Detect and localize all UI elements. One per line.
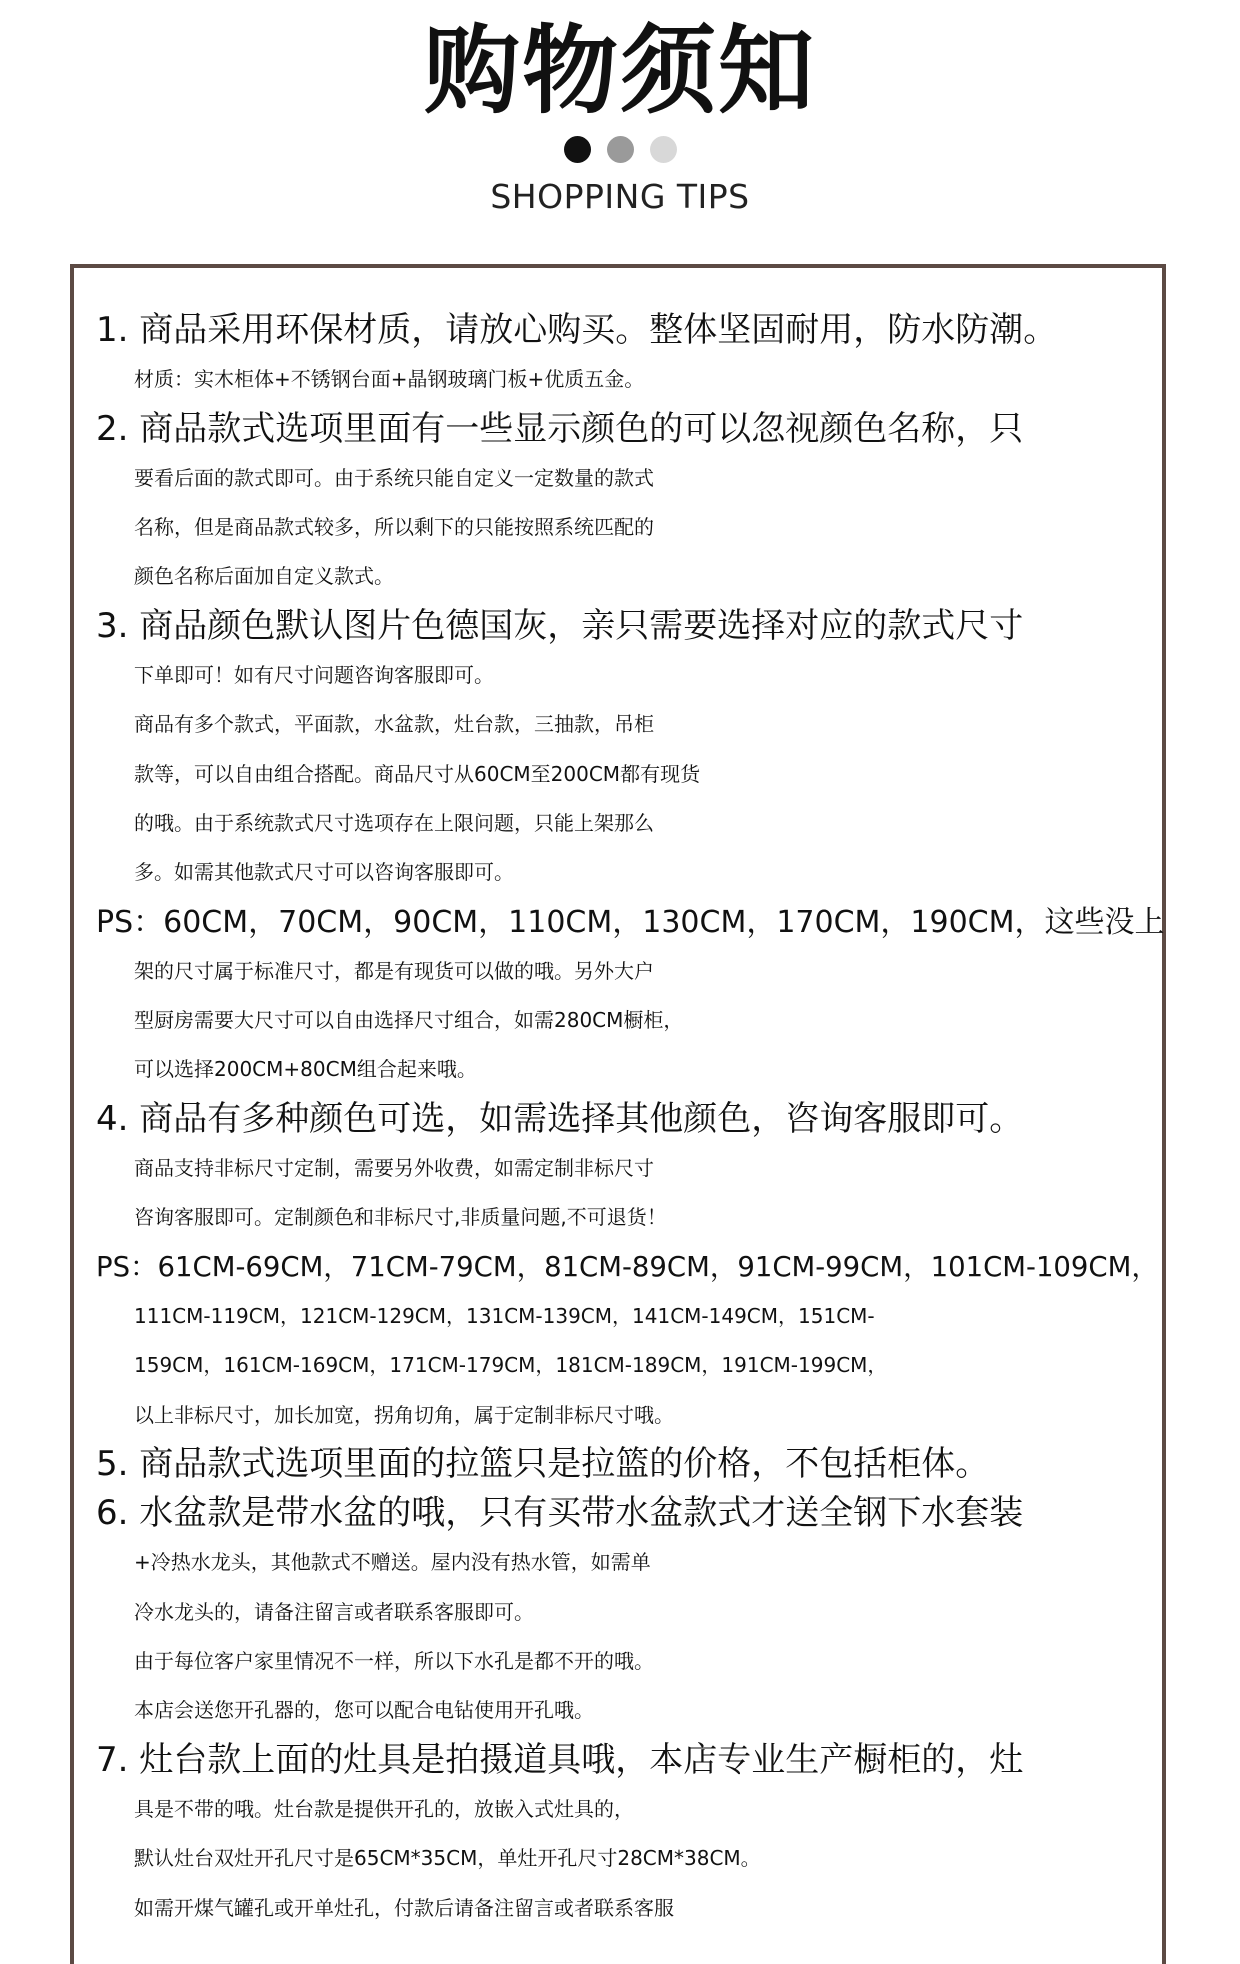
notice-line: 多。如需其他款式尺寸可以咨询客服即可。 [134, 860, 514, 885]
notice-line: 以上非标尺寸，加长加宽，拐角切角，属于定制非标尺寸哦。 [134, 1402, 674, 1427]
notice-line: 6. 水盆款是带水盆的哦，只有买带水盆款式才送全钢下水套装 [96, 1493, 1024, 1534]
notice-line: 下单即可！如有尺寸问题咨询客服即可。 [134, 663, 494, 688]
page-header [0, 0, 1240, 240]
notice-line: 4. 商品有多种颜色可选，如需选择其他颜色，咨询客服即可。 [96, 1098, 1024, 1139]
notice-line: 2. 商品款式选项里面有一些显示颜色的可以忽视颜色名称，只 [96, 408, 1024, 449]
notice-line: 型厨房需要大尺寸可以自由选择尺寸组合，如需280CM橱柜， [134, 1008, 684, 1033]
notice-line: PS：60CM，70CM，90CM，110CM，130CM，170CM，190CM，这些没上 [96, 904, 1165, 940]
notice-line: 7. 灶台款上面的灶具是拍摄道具哦，本店专业生产橱柜的，灶 [96, 1739, 1024, 1780]
notice-line: 商品支持非标尺寸定制，需要另外收费，如需定制非标尺寸 [134, 1156, 654, 1181]
notice-line: 111CM-119CM，121CM-129CM，131CM-139CM，141CM-149CM，151CM- [134, 1303, 875, 1328]
notice-line: 名称，但是商品款式较多，所以剩下的只能按照系统匹配的 [134, 515, 654, 540]
notice-line: 如需开煤气罐孔或开单灶孔，付款后请备注留言或者联系客服 [134, 1895, 674, 1920]
notice-text [96, 306, 1166, 1933]
notice-line: 由于每位客户家里情况不一样，所以下水孔是都不开的哦。 [134, 1649, 654, 1674]
notice-line: 商品有多个款式，平面款，水盆款，灶台款，三抽款，吊柜 [134, 712, 654, 737]
notice-line: 5. 商品款式选项里面的拉篮只是拉篮的价格，不包括柜体。 [96, 1443, 990, 1484]
notice-line: 默认灶台双灶开孔尺寸是65CM*35CM，单灶开孔尺寸28CM*38CM。 [134, 1846, 761, 1871]
page-subtitle: SHOPPING TIPS [490, 177, 750, 216]
notice-line: 颜色名称后面加自定义款式。 [134, 564, 394, 589]
notice-line: 咨询客服即可。定制颜色和非标尺寸,非质量问题,不可退货！ [134, 1205, 667, 1230]
decorative-dots [0, 136, 1240, 164]
notice-line: 159CM，161CM-169CM，171CM-179CM，181CM-189CM，191CM-199CM， [134, 1353, 888, 1378]
dot-light-icon [650, 136, 677, 163]
notice-line: 1. 商品采用环保材质，请放心购买。整体坚固耐用，防水防潮。 [96, 310, 1058, 350]
notice-line: 架的尺寸属于标准尺寸，都是有现货可以做的哦。另外大户 [134, 958, 654, 983]
notice-line: 具是不带的哦。灶台款是提供开孔的，放嵌入式灶具的， [134, 1796, 634, 1821]
notice-line: 要看后面的款式即可。由于系统只能自定义一定数量的款式 [134, 465, 654, 490]
notice-line: 的哦。由于系统款式尺寸选项存在上限问题，只能上架那么 [134, 810, 654, 835]
notice-line: 款等，可以自由组合搭配。商品尺寸从60CM至200CM都有现货 [134, 761, 701, 786]
notice-line: 可以选择200CM+80CM组合起来哦。 [134, 1057, 477, 1082]
page-title: 购物须知 [424, 15, 816, 127]
notice-line: 材质：实木柜体+不锈钢台面+晶钢玻璃门板+优质五金。 [134, 367, 645, 392]
dot-dark-icon [564, 136, 591, 163]
notice-line: +冷热水龙头，其他款式不赠送。屋内没有热水管，如需单 [134, 1550, 651, 1575]
dot-medium-icon [607, 136, 634, 163]
notice-line: 冷水龙头的，请备注留言或者联系客服即可。 [134, 1599, 534, 1624]
notice-line: PS：61CM-69CM，71CM-79CM，81CM-89CM，91CM-99CM，101CM-109CM， [96, 1250, 1159, 1283]
notice-line: 本店会送您开孔器的，您可以配合电钻使用开孔哦。 [134, 1698, 594, 1723]
notice-line: 3. 商品颜色默认图片色德国灰，亲只需要选择对应的款式尺寸 [96, 605, 1024, 646]
